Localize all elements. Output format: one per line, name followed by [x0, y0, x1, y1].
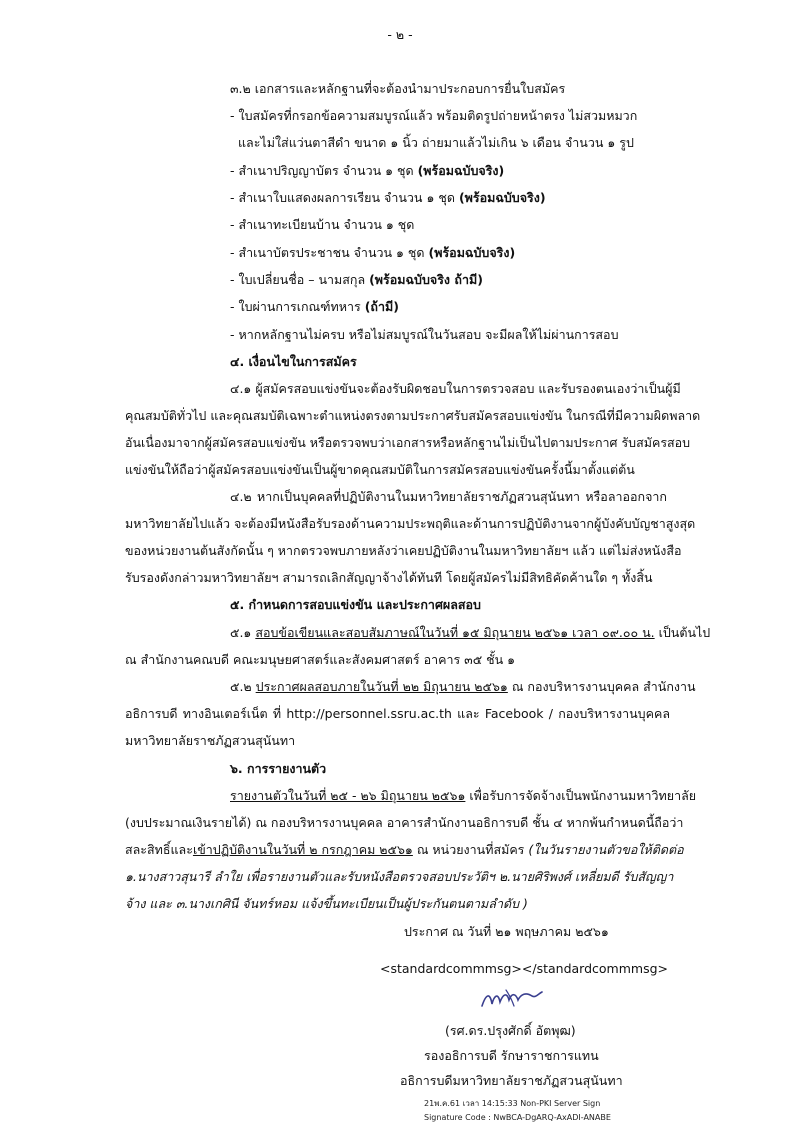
page-number: - ๒ - — [387, 27, 413, 42]
server-sign-info: 21พ.ค.61 เวลา 14:15:33 Non-PKI Server Sign — [424, 1099, 601, 1108]
signer-name: (รศ.ดร.ปรุงศักดิ์ อัตพุฒ) — [445, 1023, 576, 1038]
signature-code: Signature Code : NwBCA-DgARQ-AxADI-ANABE — [424, 1113, 611, 1122]
result-channel-line: มหาวิทยาลัยราชภัฏสวนสุนันทา — [125, 733, 296, 748]
paragraph-line: รับรองดังกล่าวมหาวิทยาลัยฯ สามารถเลิกสัญญาจ้างได้ทันที โดยผู้สมัครไม่มีสิทธิคัดค้านใด ๆ ทั้งสิ้น — [125, 570, 653, 585]
doc-item: - ใบสมัครที่กรอกข้อความสมบูรณ์แล้ว พร้อมติดรูปถ่ายหน้าตรง ไม่สวมหมวก — [230, 108, 638, 123]
signer-role: รองอธิการบดี รักษาราชการแทน — [424, 1048, 599, 1063]
section-6-heading: ๖. การรายงานตัว — [230, 761, 327, 776]
doc-item: - สำเนาปริญญาบัตร จำนวน ๑ ชุด (พร้อมฉบับจริง) — [230, 163, 505, 178]
section-4-heading: ๔. เงื่อนไขในการสมัคร — [230, 354, 357, 369]
paragraph-line: แข่งขันให้ถือว่าผู้สมัครสอบแข่งขันเป็นผู้ขาดคุณสมบัติในการสมัครสอบแข่งขันครั้งนี้มาตั้งแต่ต้น — [125, 462, 635, 477]
paragraph-line: อันเนื่องมาจากผู้สมัครสอบแข่งขัน หรือตรวจพบว่าเอกสารหรือหลักฐานไม่เป็นไปตามประกาศ รับสมัครสอบ — [125, 435, 691, 450]
result-channel-line: อธิการบดี ทางอินเตอร์เน็ต ที่ http://personnel.ssru.ac.th และ Facebook / กองบริหารงานบุคคล — [125, 706, 670, 721]
paragraph-line: ๔.๒ หากเป็นบุคคลที่ปฏิบัติงานในมหาวิทยาลัยราชภัฏสวนสุนันทา หรือลาออกจาก — [230, 489, 667, 504]
doc-item: และไม่ใส่แว่นตาสีดำ ขนาด ๑ นิ้ว ถ่ายมาแล้วไม่เกิน ๖ เดือน จำนวน ๑ รูป — [238, 135, 634, 150]
section-5-heading: ๕. กำหนดการสอบแข่งขัน และประกาศผลสอบ — [230, 597, 481, 612]
doc-item: - ใบผ่านการเกณฑ์ทหาร (ถ้ามี) — [230, 299, 399, 314]
section-3-2-heading: ๓.๒ เอกสารและหลักฐานที่จะต้องนำมาประกอบการยื่นใบสมัคร — [230, 81, 566, 96]
exam-date-line: ๕.๑ สอบข้อเขียนและสอบสัมภาษณ์ในวันที่ ๑๕ มิถุนายน ๒๕๖๑ เวลา ๐๙.๐๐ น. เป็นต้นไป — [230, 625, 711, 640]
report-line: รายงานตัวในวันที่ ๒๕ - ๒๖ มิถุนายน ๒๕๖๑ เพื่อรับการจัดจ้างเป็นพนักงานมหาวิทยาลัย — [230, 788, 697, 803]
report-line: สละสิทธิ์และเข้าปฏิบัติงานในวันที่ ๒ กรกฎาคม ๒๕๖๑ ณ หน่วยงานที่สมัคร (ในวันรายงานตัวขอให้ติดต่อ — [125, 842, 684, 857]
signer-role: อธิการบดีมหาวิทยาลัยราชภัฏสวนสุนันทา — [400, 1073, 623, 1088]
report-line: ๑.นางสาวสุนารี ลำใย เพื่อรายงานตัวและรับหนังสือตรวจสอบประวัติฯ ๒.นายศิริพงศ์ เหลี่ยมดี รับสัญญา — [125, 869, 674, 884]
paragraph-line: มหาวิทยาลัยไปแล้ว จะต้องมีหนังสือรับรองด้านความประพฤติและด้านการปฏิบัติงานจากผู้บังคับบัญชาสูงสุด — [125, 516, 696, 531]
doc-item: - สำเนาใบแสดงผลการเรียน จำนวน ๑ ชุด (พร้อมฉบับจริง) — [230, 190, 546, 205]
standard-tag: <standardcommmsg></standardcommmsg> — [380, 961, 668, 976]
result-date-line: ๕.๒ ประกาศผลสอบภายในวันที่ ๒๒ มิถุนายน ๒๕๖๑ ณ กองบริหารงานบุคคล สำนักงาน — [230, 679, 696, 694]
signature-image — [476, 986, 546, 1012]
doc-item: - ใบเปลี่ยนชื่อ – นามสกุล (พร้อมฉบับจริง ถ้ามี) — [230, 272, 483, 287]
announce-date: ประกาศ ณ วันที่ ๒๑ พฤษภาคม ๒๕๖๑ — [404, 924, 609, 939]
paragraph-line: คุณสมบัติทั่วไป และคุณสมบัติเฉพาะตำแหน่งตรงตามประกาศรับสมัครสอบแข่งขัน ในกรณีที่มีความผิดพลาด — [125, 408, 701, 423]
report-line: (งบประมาณเงินรายได้) ณ กองบริหารงานบุคคล อาคารสำนักงานอธิการบดี ชั้น ๔ หากพ้นกำหนดนี้ถือว่า — [125, 815, 684, 830]
report-line: จ้าง และ ๓.นางเกศินี จันทร์หอม แจ้งขึ้นทะเบียนเป็นผู้ประกันตนตามลำดับ ) — [125, 896, 528, 911]
exam-venue-line: ณ สำนักงานคณบดี คณะมนุษยศาสตร์และสังคมศาสตร์ อาคาร ๓๕ ชั้น ๑ — [125, 652, 516, 667]
paragraph-line: ของหน่วยงานต้นสังกัดนั้น ๆ หากตรวจพบภายหลังว่าเคยปฏิบัติงานในมหาวิทยาลัยฯ แล้ว แต่ไม่ส่งหนังสือ — [125, 543, 682, 558]
doc-item: - สำเนาทะเบียนบ้าน จำนวน ๑ ชุด — [230, 217, 415, 232]
paragraph-line: ๔.๑ ผู้สมัครสอบแข่งขันจะต้องรับผิดชอบในการตรวจสอบ และรับรองตนเองว่าเป็นผู้มี — [230, 381, 681, 396]
doc-item: - หากหลักฐานไม่ครบ หรือไม่สมบูรณ์ในวันสอบ จะมีผลให้ไม่ผ่านการสอบ — [230, 327, 619, 342]
doc-item: - สำเนาบัตรประชาชน จำนวน ๑ ชุด (พร้อมฉบับจริง) — [230, 245, 516, 260]
